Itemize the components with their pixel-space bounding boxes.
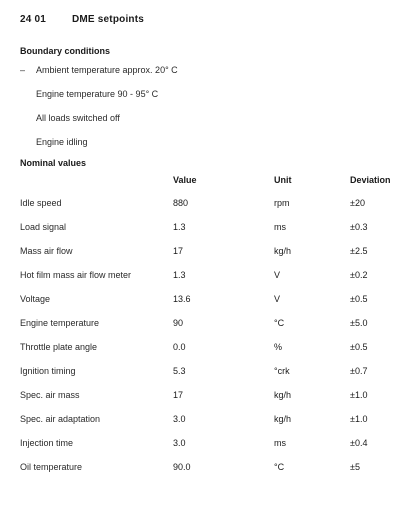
table-row	[0, 462, 407, 474]
parameter-name: Idle speed	[20, 198, 62, 208]
table-row	[0, 270, 407, 282]
table-row	[0, 318, 407, 330]
parameter-unit: rpm	[274, 198, 290, 208]
parameter-name: Spec. air adaptation	[20, 414, 101, 424]
parameter-unit: °C	[274, 462, 285, 472]
parameter-unit: ms	[274, 222, 286, 232]
parameter-deviation: ±5	[350, 462, 360, 472]
parameter-name: Oil temperature	[20, 462, 83, 472]
parameter-deviation: ±0.2	[350, 270, 368, 280]
table-row	[0, 222, 407, 234]
parameter-value: 3.0	[173, 438, 186, 448]
parameter-value: 90	[173, 318, 184, 328]
parameter-name: Spec. air mass	[20, 390, 80, 400]
table-row	[0, 366, 407, 378]
parameter-value: 1.3	[173, 222, 186, 232]
nominal-values-heading: Nominal values	[20, 158, 87, 168]
parameter-unit: ms	[274, 438, 286, 448]
parameter-name: Load signal	[20, 222, 67, 232]
parameter-deviation: ±0.5	[350, 294, 368, 304]
column-header-deviation: Deviation	[350, 175, 391, 185]
table-row	[0, 390, 407, 402]
parameter-name: Engine temperature	[20, 318, 100, 328]
parameter-unit: °crk	[274, 366, 290, 376]
column-header-unit: Unit	[274, 175, 292, 185]
parameter-deviation: ±0.5	[350, 342, 368, 352]
parameter-name: Hot film mass air flow meter	[20, 270, 132, 280]
parameter-unit: V	[274, 270, 281, 280]
parameter-unit: kg/h	[274, 414, 292, 424]
parameter-value: 17	[173, 390, 184, 400]
page-title: DME setpoints	[71, 14, 145, 25]
condition-item: All loads switched off	[36, 113, 120, 123]
parameter-deviation: ±5.0	[350, 318, 368, 328]
table-row	[0, 246, 407, 258]
parameter-name: Voltage	[20, 294, 51, 304]
parameter-deviation: ±1.0	[350, 414, 368, 424]
parameter-name: Mass air flow	[20, 246, 73, 256]
bullet-dash: –	[20, 65, 26, 75]
parameter-deviation: ±0.7	[350, 366, 368, 376]
parameter-deviation: ±2.5	[350, 246, 368, 256]
table-row	[0, 342, 407, 354]
parameter-name: Throttle plate angle	[20, 342, 98, 352]
parameter-value: 1.3	[173, 270, 186, 280]
parameter-unit: °C	[274, 318, 285, 328]
parameter-value: 17	[173, 246, 184, 256]
column-header-value: Value	[173, 175, 197, 185]
table-row	[0, 294, 407, 306]
parameter-value: 0.0	[173, 342, 186, 352]
boundary-conditions-heading: Boundary conditions	[20, 46, 110, 56]
parameter-value: 90.0	[173, 462, 191, 472]
parameter-unit: kg/h	[274, 246, 292, 256]
condition-item	[20, 65, 178, 75]
condition-item: Engine idling	[36, 137, 88, 147]
parameter-name: Injection time	[20, 438, 74, 448]
parameter-unit: kg/h	[274, 390, 292, 400]
parameter-value: 3.0	[173, 414, 186, 424]
table-row	[0, 198, 407, 210]
parameter-deviation: ±0.4	[350, 438, 368, 448]
parameter-value: 880	[173, 198, 189, 208]
page-header	[20, 14, 144, 25]
parameter-value: 5.3	[173, 366, 186, 376]
parameter-value: 13.6	[173, 294, 191, 304]
parameter-unit: V	[274, 294, 281, 304]
table-row	[0, 414, 407, 426]
table-row	[0, 438, 407, 450]
parameter-deviation: ±0.3	[350, 222, 368, 232]
section-number: 24 01	[20, 14, 47, 25]
parameter-unit: %	[274, 342, 283, 352]
parameter-deviation: ±1.0	[350, 390, 368, 400]
parameter-name: Ignition timing	[20, 366, 76, 376]
condition-item: Engine temperature 90 - 95° C	[36, 89, 159, 99]
parameter-deviation: ±20	[350, 198, 365, 208]
condition-text: Ambient temperature approx. 20° C	[36, 65, 178, 75]
